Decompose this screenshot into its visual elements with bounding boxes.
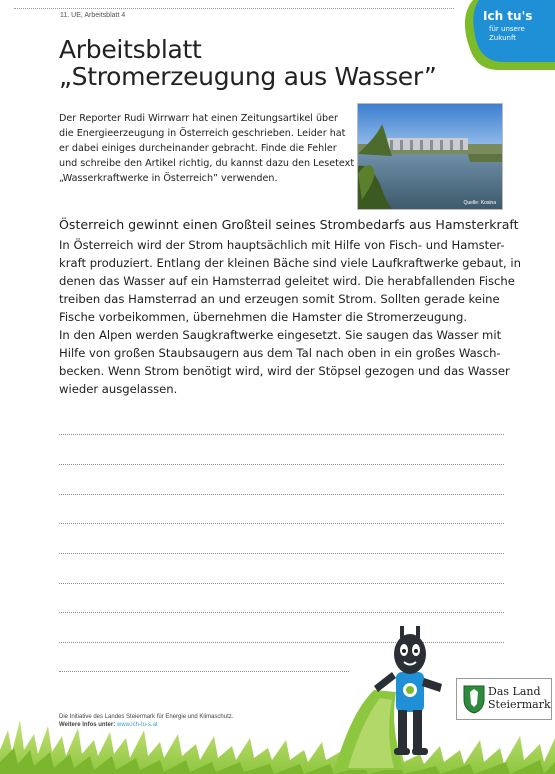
photo-illustration — [358, 104, 502, 209]
land-steiermark-logo — [456, 678, 552, 720]
article-line: Hilfe von großen Staubsaugern aus dem Tal nach oben in ein großes Wasch- — [59, 346, 501, 360]
page-title — [59, 36, 437, 90]
hydro-plant-photo — [357, 103, 503, 210]
footer-link[interactable]: www.ich-tu-s.at — [116, 722, 158, 728]
intro-line: die Energieerzeugung in Österreich geschrieben. Leider hat — [59, 128, 346, 139]
title-line2: „Stromerzeugung aus Wasser” — [59, 62, 437, 91]
coat-of-arms-icon — [463, 684, 485, 714]
article-line: denen das Wasser auf ein Hamsterrad geleitet wird. Die herabfallenden Fische — [59, 274, 515, 288]
article-line: kraft produziert. Entlang der kleinen Bäche sind viele Laufkraftwerke gebaut, in — [59, 256, 521, 270]
energy-mascot — [334, 620, 474, 774]
writing-line[interactable] — [59, 434, 504, 435]
article-line: In Österreich wird der Strom hauptsächlich mit Hilfe von Fisch- und Hamster- — [59, 238, 505, 252]
intro-line: er dabei einiges durcheinander gebracht. Finde die Fehler — [59, 143, 337, 154]
writing-line[interactable] — [59, 671, 349, 672]
title-line1: Arbeitsblatt — [59, 35, 202, 64]
writing-line[interactable] — [59, 464, 504, 465]
writing-line[interactable] — [59, 612, 504, 613]
writing-line[interactable] — [59, 553, 504, 554]
header-label: 11. UE, Arbeitsblatt 4 — [60, 12, 126, 19]
writing-line[interactable] — [59, 583, 504, 584]
footer-info-prefix: Weitere Infos unter: — [59, 722, 116, 728]
intro-line: und schreibe den Artikel richtig, du kannst dazu den Lesetext — [59, 158, 355, 169]
land-line2: Steiermark — [488, 698, 551, 711]
intro-line: Der Reporter Rudi Wirrwarr hat einen Zeitungsartikel über — [59, 113, 338, 124]
header-rule — [14, 8, 454, 9]
article-line: treiben das Hamsterrad an und erzeugen somit Strom. Sollten gerade keine — [59, 292, 500, 306]
article-line: Fische vorbeikommen, übernehmen die Hamster die Stromerzeugung. — [59, 310, 468, 324]
writing-line[interactable] — [59, 494, 504, 495]
writing-line[interactable] — [59, 523, 504, 524]
logo-line1: Ich tu's — [483, 9, 533, 23]
article-text — [59, 214, 521, 398]
article-line: wieder ausgelassen. — [59, 382, 178, 396]
footer-info — [59, 722, 158, 728]
logo-line3: Zukunft — [489, 34, 517, 42]
logo-line2: für unsere — [489, 25, 525, 33]
intro-paragraph — [59, 111, 355, 186]
intro-line: „Wasserkraftwerke in Österreich” verwenden. — [59, 173, 278, 184]
article-headline: Österreich gewinnt einen Großteil seines Strombedarfs aus Hamsterkraft — [59, 217, 519, 232]
footer-initiative: Die Initiative des Landes Steiermark für Energie und Klimaschutz. — [59, 714, 234, 720]
article-line: becken. Wenn Strom benötigt wird, wird der Stöpsel gezogen und das Wasser — [59, 364, 510, 378]
article-line: In den Alpen werden Saugkraftwerke eingesetzt. Sie saugen das Wasser mit — [59, 328, 502, 342]
land-line1: Das Land — [488, 685, 541, 698]
photo-credit: Quelle: Kosina — [463, 200, 496, 206]
ich-tus-logo — [459, 0, 555, 70]
